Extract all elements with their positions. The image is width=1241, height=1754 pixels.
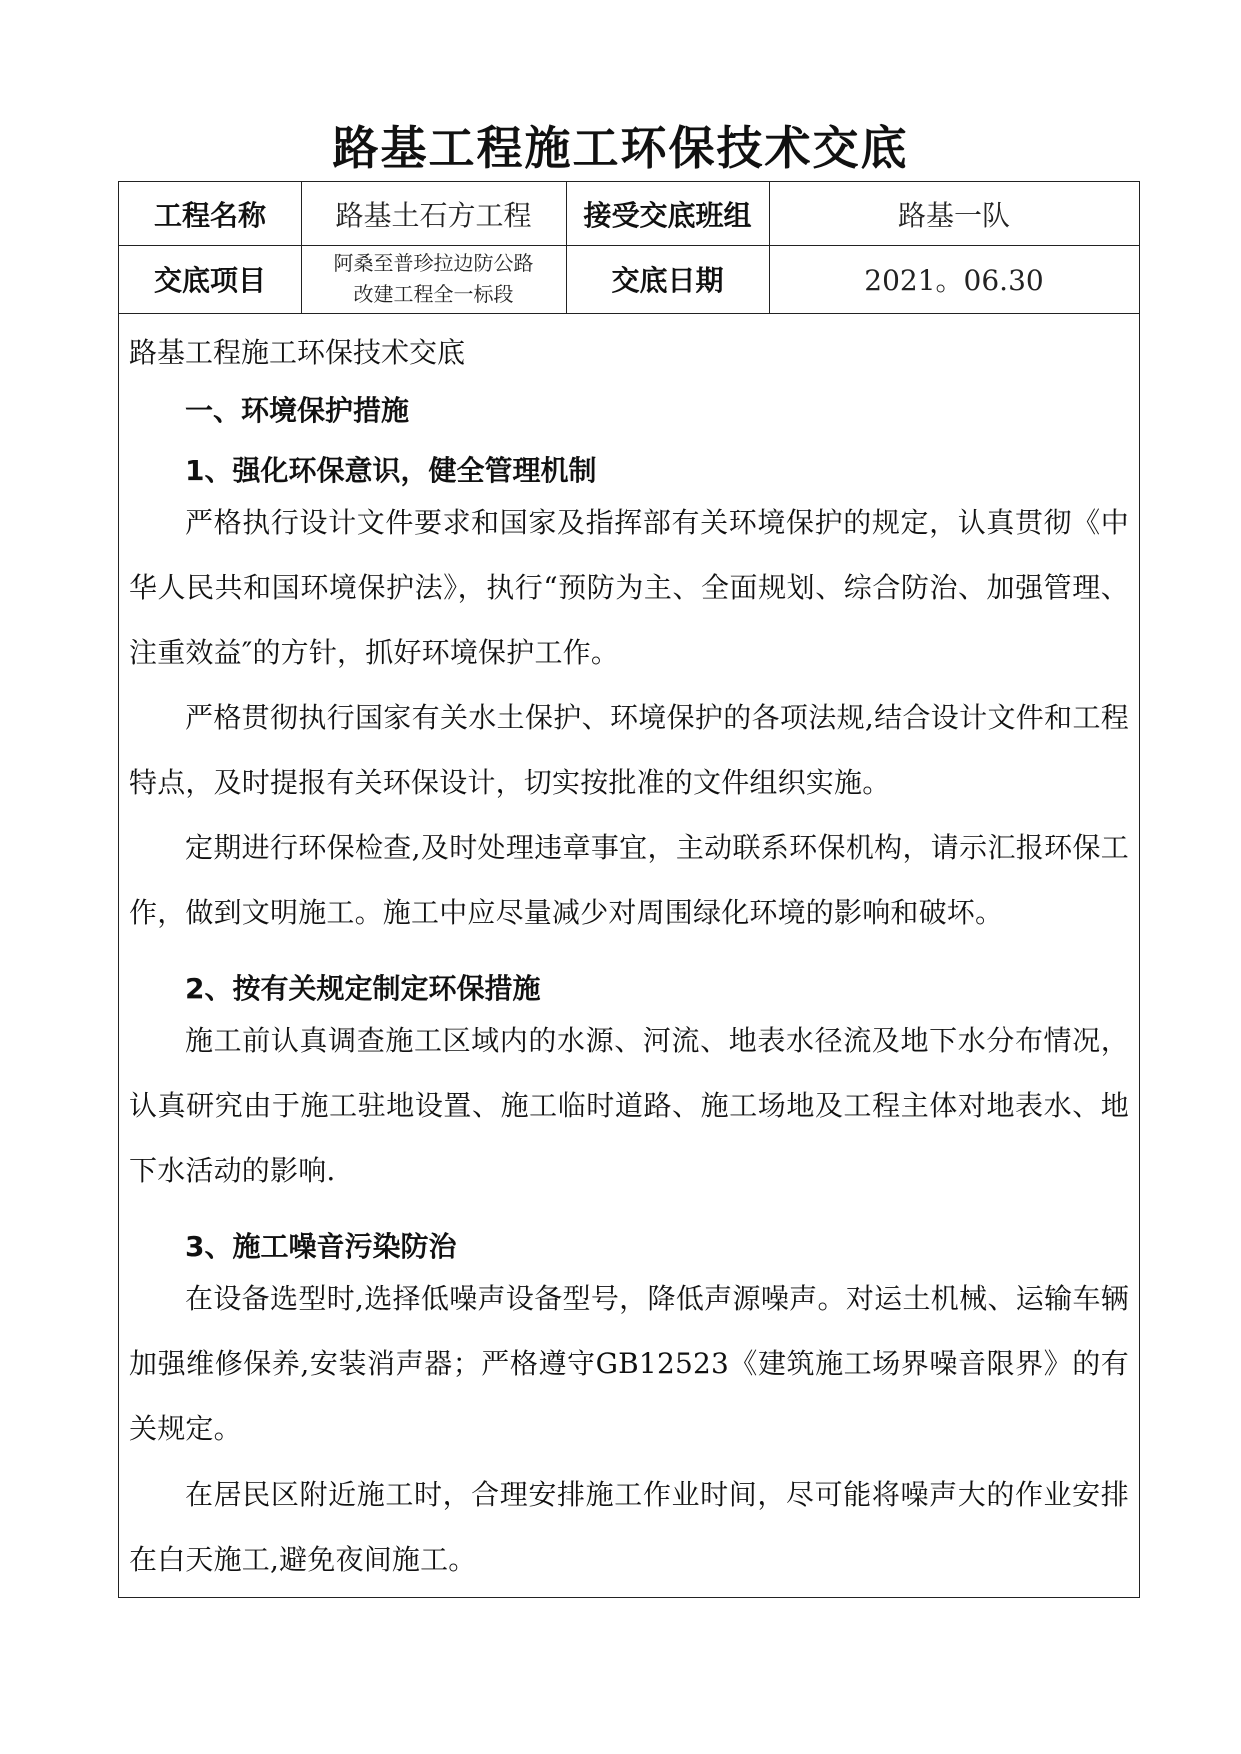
item-value-line: 阿桑至普珍拉边防公路 — [333, 251, 534, 275]
item-value — [301, 245, 566, 313]
subsection-title: 3、施工噪音污染防治 — [185, 1230, 457, 1263]
team-value: 路基一队 — [897, 198, 1010, 232]
item-value-line: 改建工程全一标段 — [353, 282, 514, 306]
project-name-value: 路基土石方工程 — [335, 198, 532, 232]
paragraph: 在居民区附近施工时，合理安排施工作业时间，尽可能将噪声大的作业安排在白天施工,避免夜间施工。 — [129, 1478, 1129, 1576]
document-title: 路基工程施工环保技术交底 — [332, 121, 909, 175]
subsection-title: 2、按有关规定制定环保措施 — [185, 972, 541, 1005]
body-heading: 路基工程施工环保技术交底 — [129, 336, 466, 369]
paragraph: 严格执行设计文件要求和国家及指挥部有关环境保护的规定，认真贯彻《中华人民共和国环境保护法》，执行“预防为主、全面规划、综合防治、加强管理、注重效益″的方针，抓好环境保护工作。 — [129, 506, 1129, 669]
section-title: 一、环境保护措施 — [185, 394, 410, 427]
project-name-label: 工程名称 — [153, 198, 266, 232]
paragraph: 施工前认真调查施工区域内的水源、河流、地表水径流及地下水分布情况，认真研究由于施工驻地设置、施工临时道路、施工场地及工程主体对地表水、地下水活动的影响. — [129, 1024, 1129, 1187]
paragraph: 定期进行环保检查,及时处理违章事宜，主动联系环保机构，请示汇报环保工作，做到文明施工。施工中应尽量减少对周围绿化环境的影响和破坏。 — [129, 831, 1129, 929]
paragraph: 在设备选型时,选择低噪声设备型号，降低声源噪声。对运土机械、运输车辆加强维修保养,安装消声器；严格遵守GB12523《建筑施工场界噪音限界》的有关规定。 — [129, 1282, 1129, 1445]
team-label: 接受交底班组 — [583, 198, 752, 232]
date-value: 2021。06.30 — [864, 264, 1044, 297]
disclosure-form — [118, 181, 1140, 1598]
item-label: 交底项目 — [153, 264, 266, 297]
date-label: 交底日期 — [611, 264, 724, 297]
subsection-title: 1、强化环保意识，健全管理机制 — [185, 454, 597, 487]
paragraph: 严格贯彻执行国家有关水土保护、环境保护的各项法规,结合设计文件和工程特点，及时提报有关环保设计，切实按批准的文件组织实施。 — [129, 701, 1129, 799]
row-divider — [119, 313, 1139, 314]
